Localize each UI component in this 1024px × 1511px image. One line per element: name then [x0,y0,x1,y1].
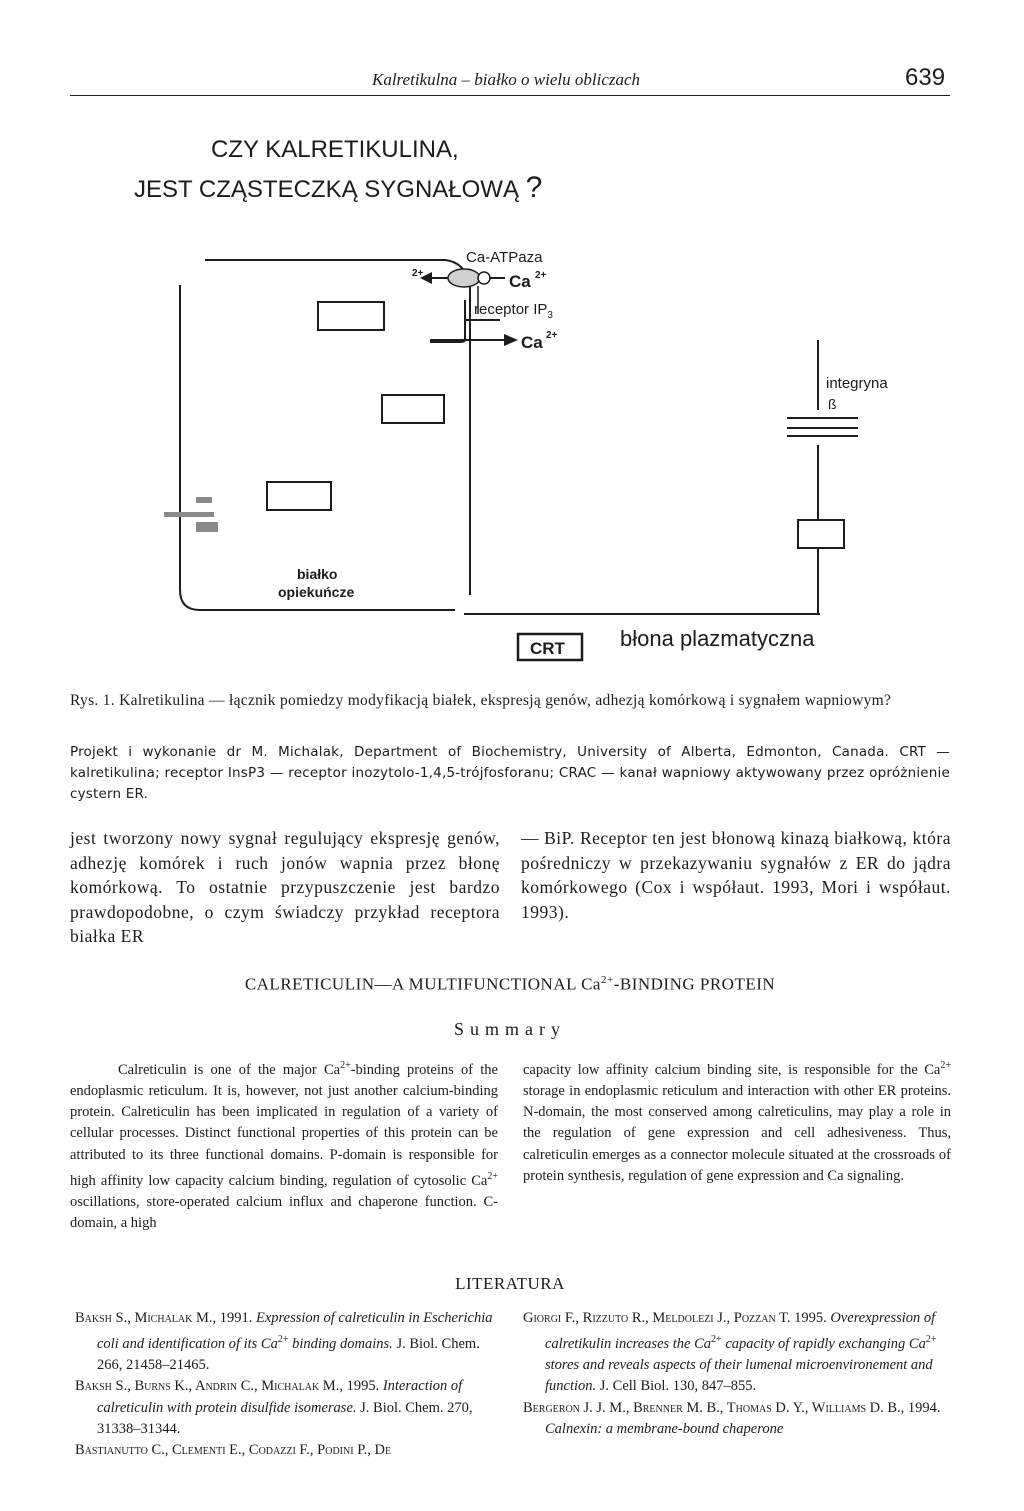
references-left [75,1308,503,1461]
ca-atpase-pump [448,269,480,287]
er-box-2 [382,395,444,423]
figure-question-line-1: CZY KALRETIKULINA, [211,136,459,163]
chaperone-smudge [164,497,218,532]
running-title: Kalretikulna – białko o wielu obliczach [372,70,641,89]
label-ca-bottom: Ca [521,333,543,352]
reference-item: Giorgi F., Rizzuto R., Meldolezi J., Pozzan T. 1995. Overexpression of calretikulin increases the $Ca^{2+}$ capacity of rapidly exchanging $Ca^{2+}$ stores and reveals aspects of their lumenal microenvironement and function. J. Cell Biol. 130, 847–855. [523,1310,937,1395]
page-number: 639 [905,64,946,91]
label-two-plus: 2+ [412,268,424,279]
summary-title: CALRETICULIN—A MULTIFUNCTIONAL $Ca^{2+}$-BINDING PROTEIN [244,974,776,994]
er-inner-right [430,300,465,342]
reference-item: Bastianutto C., Clementi E., Codazzi F., Podini P., De [75,1442,392,1459]
label-integryna: integryna [826,375,888,392]
label-beta: ß [828,396,837,412]
label-bialko: białko [297,566,338,582]
er-box-3 [267,482,331,510]
body-left-column: jest tworzony nowy sygnał regulujący ekspresję genów, adhezję komórek i ruch jonów wapnia przez błonę komórkową. To ostatnie przypuszczenie jest bardzo prawdopodobne, o czym świadczy przykład receptora białka ER [70,828,500,946]
figure-question-line-2: JEST CZĄSTECZKĄ SYGNAŁOWĄ ? [134,171,543,204]
label-ca-top: Ca [509,272,531,291]
label-ca-top-sup: 2+ [535,270,547,281]
summary-heading: Summary [454,1019,566,1039]
er-box-1 [318,302,384,330]
summary-right-column: capacity low affinity calcium binding site, is responsible for the $Ca^{2+}$ storage in endoplasmic reticulum and interaction with other ER proteins. N-domain, the most conserved among calreticulins, may play a role in the regulation of gene expression and cell adhesiveness. Thus, calreticulin emerges as a connector molecule situated at the crossroads of protein synthesis, regulation of gene expression and Ca signaling. [523,1060,951,1184]
reference-item: Baksh S., Burns K., Andrin C., Michalak M., 1995. Interaction of calreticulin with protein disulfide isomerase. J. Biol. Chem. 270, 31338–31344. [75,1378,473,1437]
label-opiekuncze: opiekuńcze [278,584,355,600]
receptor-arrow-head [504,334,518,346]
figure-note: Projekt i wykonanie dr M. Michalak, Department of Biochemistry, University of Alberta, Edmonton, Canada. CRT — kalretikulina; receptor InsP3 — receptor inozytolo-1,4,5-trójfosforanu; CRAC — kanał wapniowy aktywowany przez opróżnienie cystern ER. [70,744,950,802]
label-ca-atpaza: Ca-ATPaza [466,249,543,266]
reference-item: Baksh S., Michalak M., 1991. Expression of calreticulin in Escherichia coli and identification of its $Ca^{2+}$ binding domains. J. Biol. Chem. 266, 21458–21465. [75,1310,493,1374]
label-blona: błona plazmatyczna [620,626,815,651]
question-mark: ? [525,171,543,204]
figure-diagram [0,0,1024,680]
reference-item: Bergeron J. J. M., Brenner M. B., Thomas D. Y., Williams D. B., 1994. Calnexin: a membrane-bound chaperone [523,1399,941,1437]
label-receptor-ip3: receptor $IP_3$ [474,301,553,321]
body-right-column: — BiP. Receptor ten jest błonową kinazą białkową, która pośredniczy w przekazywaniu sygnałów z ER do jądra komórkowego (Cox i współaut. 1993, Mori i współaut. 1993). [521,828,951,922]
label-crt: CRT [530,639,565,658]
pump-ring [478,272,490,284]
integrin-box [798,520,844,548]
references-right [523,1308,951,1440]
summary-left-column: Calreticulin is one of the major $Ca^{2+}$-binding proteins of the endoplasmic reticulum. It is, however, not just another calcium-binding protein. Calreticulin has been implicated in regulation of a variety of cellular processes. Distinct functional properties of this protein can be attributed to its three functional domains. P-domain is responsible for high affinity low capacity calcium binding, regulation of cytosolic $Ca^{2+}$ oscillations, store-operated calcium influx and chaperone function. C-domain, a high [70,1060,498,1232]
label-ca-bottom-sup: 2+ [546,330,558,341]
literature-title: LITERATURA [455,1274,565,1293]
figure-caption: Rys. 1. Kalretikulina — łącznik pomiedzy modyfikacją białek, ekspresją genów, adhezją komórkową i sygnałem wapniowym? [70,692,892,709]
er-outline [180,285,455,610]
